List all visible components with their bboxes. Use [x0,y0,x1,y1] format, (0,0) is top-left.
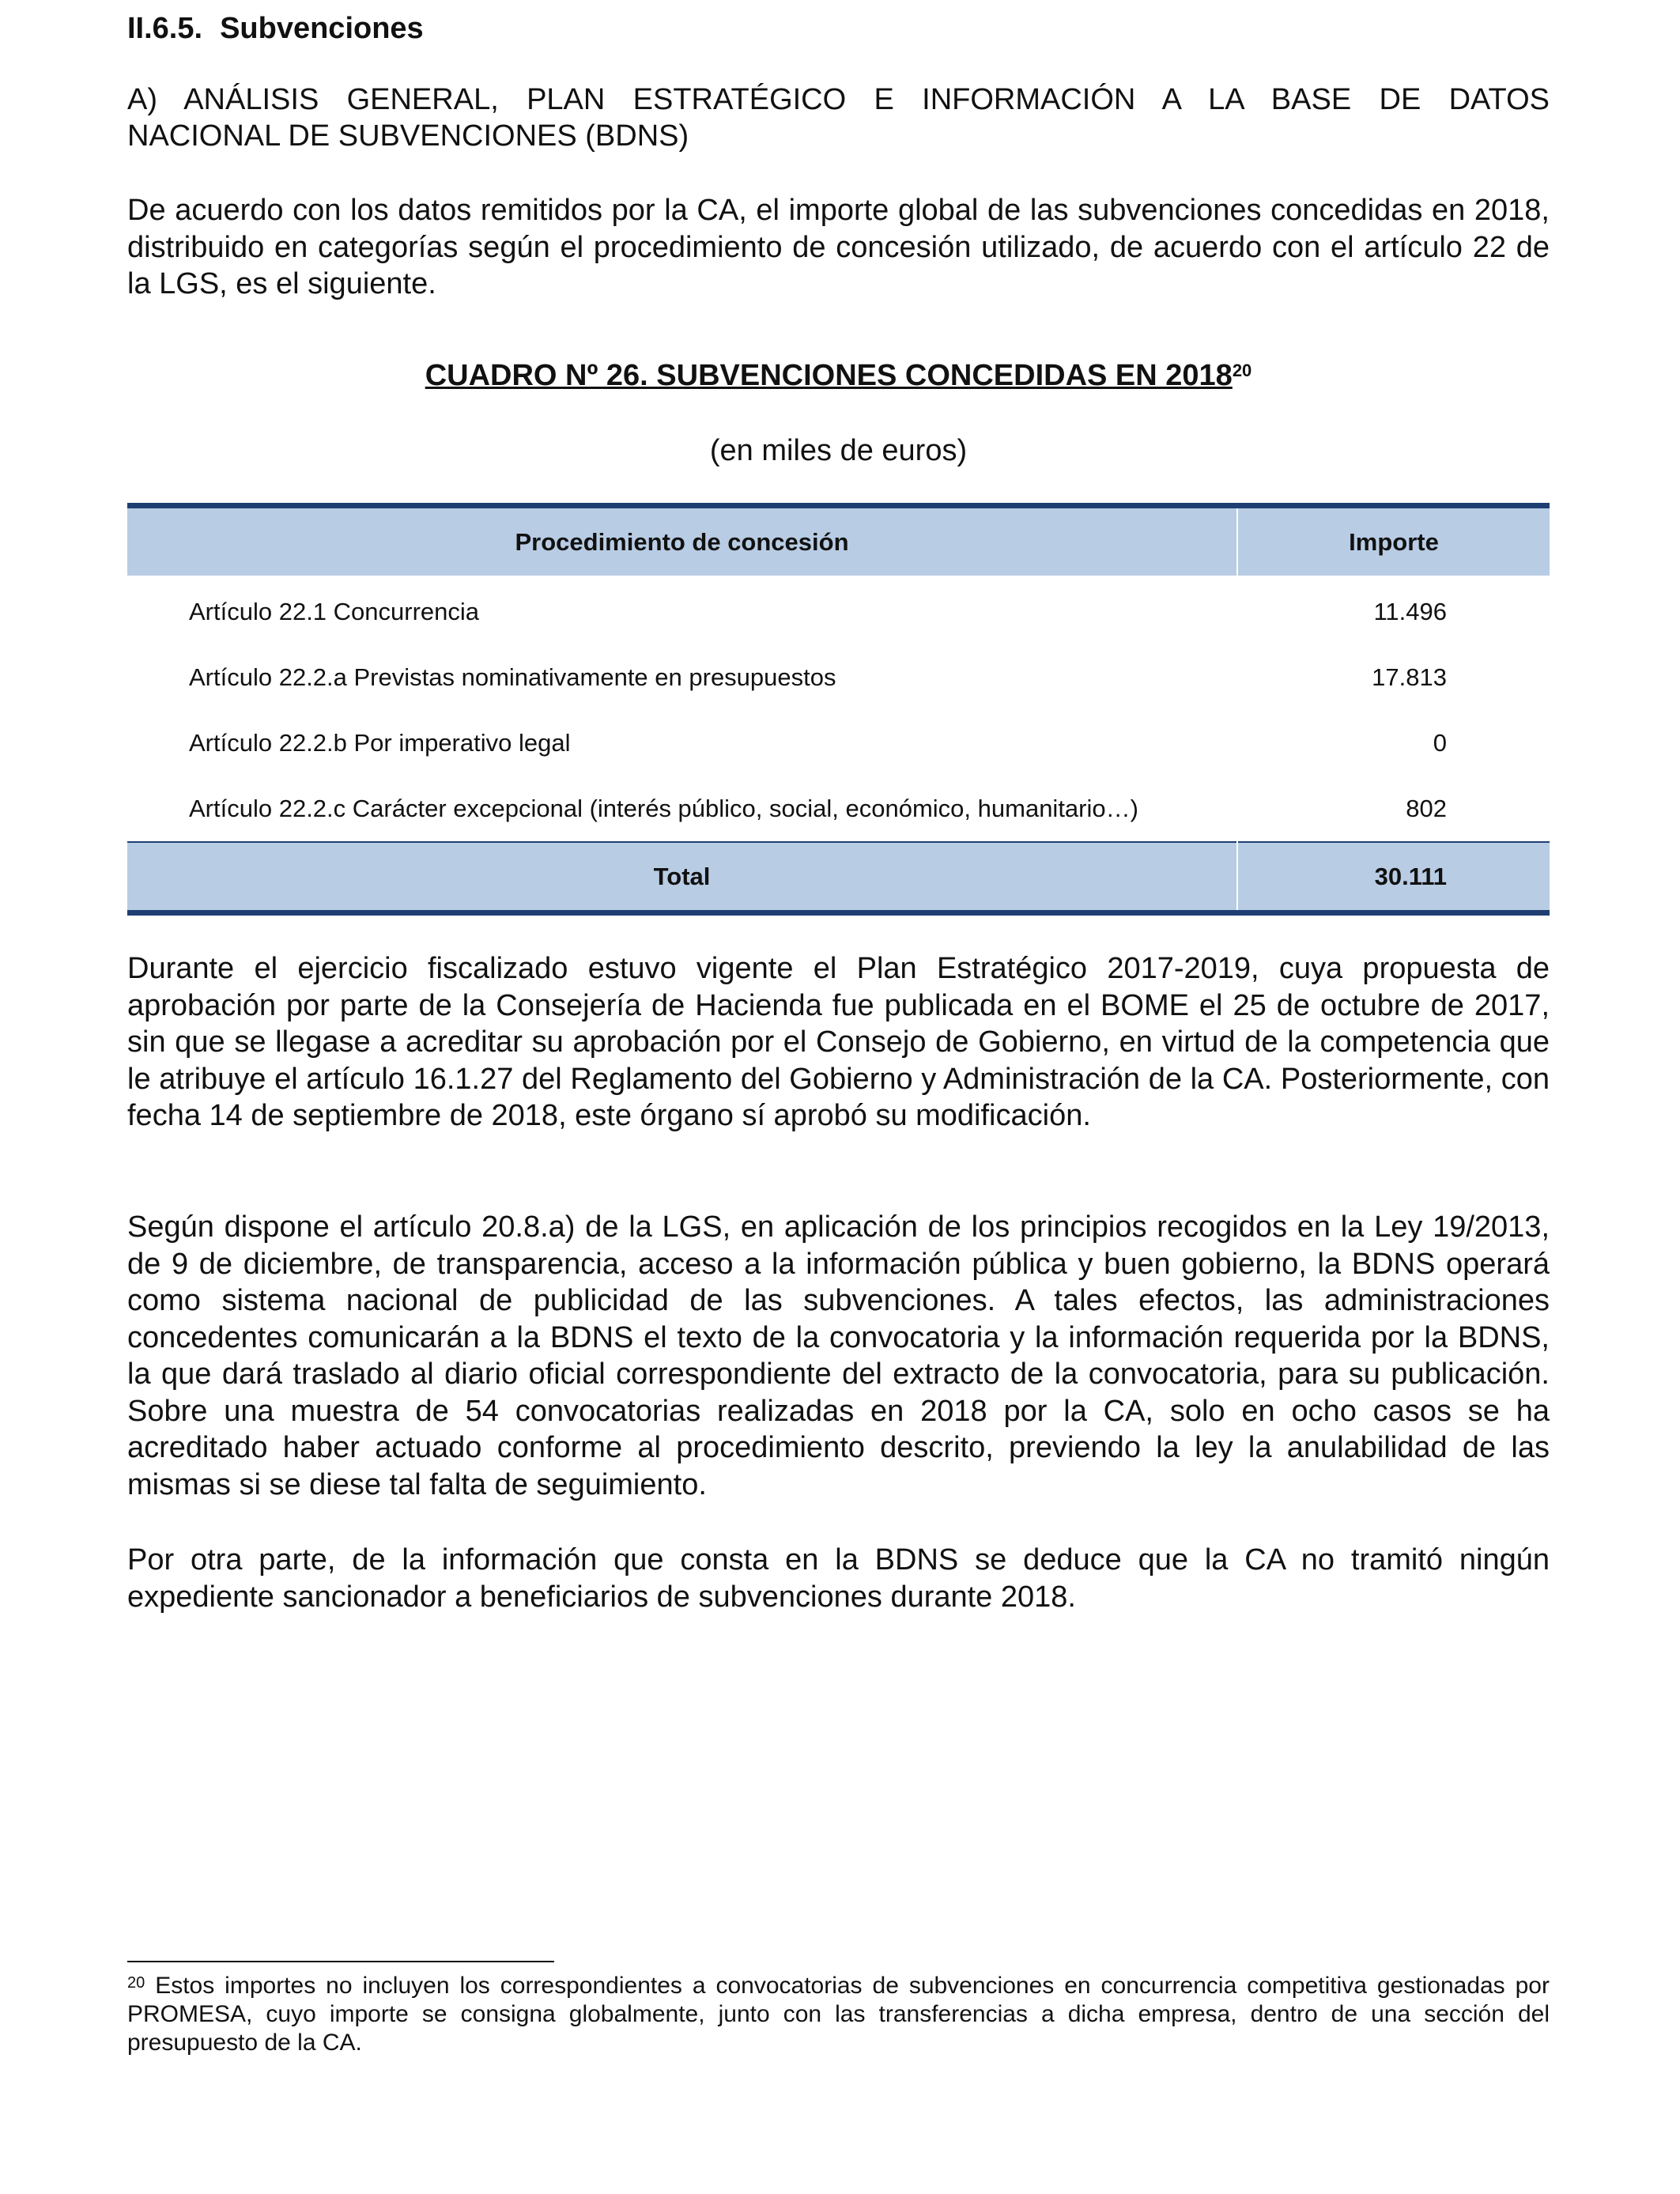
footnote-text: Estos importes no incluyen los correspondientes a convocatorias de subvenciones en concurrencia competitiva gestionadas por PROMESA, cuyo importe se consigna globalmente, junto con las transferencias a dicha empresa, dentro de una sección del presupuesto de la CA. [127,1973,1550,2056]
subsection-heading-line1: A) ANÁLISIS GENERAL, PLAN ESTRATÉGICO E INFORMACIÓN A LA BASE DE DATOS [127,83,1550,116]
table-title: CUADRO Nº 26. SUBVENCIONES CONCEDIDAS EN 2018 [425,359,1233,392]
footnote-reference: 20 [1232,361,1252,380]
sancion-paragraph: Por otra parte, de la información que consta en la BDNS se deduce que la CA no tramitó ningún expediente sancionador a beneficiarios de subvenciones durante 2018. [127,1543,1550,1614]
table-row [127,776,1550,842]
footnote [127,1972,1550,2057]
table-units: (en miles de euros) [709,434,968,467]
bdns-paragraph: Según dispone el artículo 20.8.a) de la LGS, en aplicación de los principios recogidos en la Ley 19/2013, de 9 de diciembre, de transparencia, acceso a la información pública y buen gobierno, la BDNS operará como sistema nacional de publicidad de las subvenciones. A tales efectos, las administraciones concedentes comunicarán a la BDNS el texto de la convocatoria y la información requerida por la BDNS, la que dará traslado al diario oficial correspondiente del extracto de la convocatoria, para su publicación. Sobre una muestra de 54 convocatorias realizadas en 2018 por la CA, solo en ocho casos se ha acreditado haber actuado conforme al procedimiento descrito, previendo la ley la anulabilidad de las mismas si se diese tal falta de seguimiento. [127,1210,1550,1501]
column-header-importe: Importe [1237,506,1550,576]
row-value: 0 [1433,728,1447,757]
section-number: II.6.5. [127,12,203,45]
row-label: Artículo 22.2.c Carácter excepcional (interés público, social, económico, humanitario…) [189,794,1138,822]
row-label: Artículo 22.1 Concurrencia [189,597,480,625]
row-label: Artículo 22.2.b Por imperativo legal [189,728,571,757]
table-row [127,576,1550,644]
footnote-number: 20 [127,1974,145,1992]
subsection-heading [127,81,1550,154]
row-label: Artículo 22.2.a Previstas nominativamente en presupuestos [189,663,836,691]
table-header-row [127,506,1550,576]
subsection-heading-line2: NACIONAL DE SUBVENCIONES (BDNS) [127,119,689,153]
row-value: 17.813 [1372,663,1447,691]
column-header-procedimiento: Procedimiento de concesión [127,506,1237,576]
total-value: 30.111 [1237,842,1550,913]
table-caption [127,356,1550,395]
row-value: 11.496 [1373,597,1447,625]
table-row [127,710,1550,776]
plan-paragraph: Durante el ejercicio fiscalizado estuvo vigente el Plan Estratégico 2017-2019, cuya propuesta de aprobación por parte de la Consejería de Hacienda fue publicada en el BOME el 25 de octubre de 2017, sin que se llegase a acreditar su aprobación por el Consejo de Gobierno, en virtud de la competencia que le atribuye el artículo 16.1.27 del Reglamento del Gobierno y Administración de la CA. Posteriormente, con fecha 14 de septiembre de 2018, este órgano sí aprobó su modificación. [127,952,1550,1132]
section-title: Subvenciones [220,12,424,45]
footnote-separator [127,1961,554,1962]
total-label: Total [127,842,1237,913]
subvenciones-table [127,503,1550,916]
table-total-row [127,842,1550,913]
intro-paragraph: De acuerdo con los datos remitidos por la CA, el importe global de las subvenciones concedidas en 2018, distribuido en categorías según el procedimiento de concesión utilizado, de acuerdo con el artículo 22 de la LGS, es el siguiente. [127,194,1550,300]
section-heading [127,9,424,47]
table-row [127,644,1550,710]
row-value: 802 [1406,794,1447,822]
